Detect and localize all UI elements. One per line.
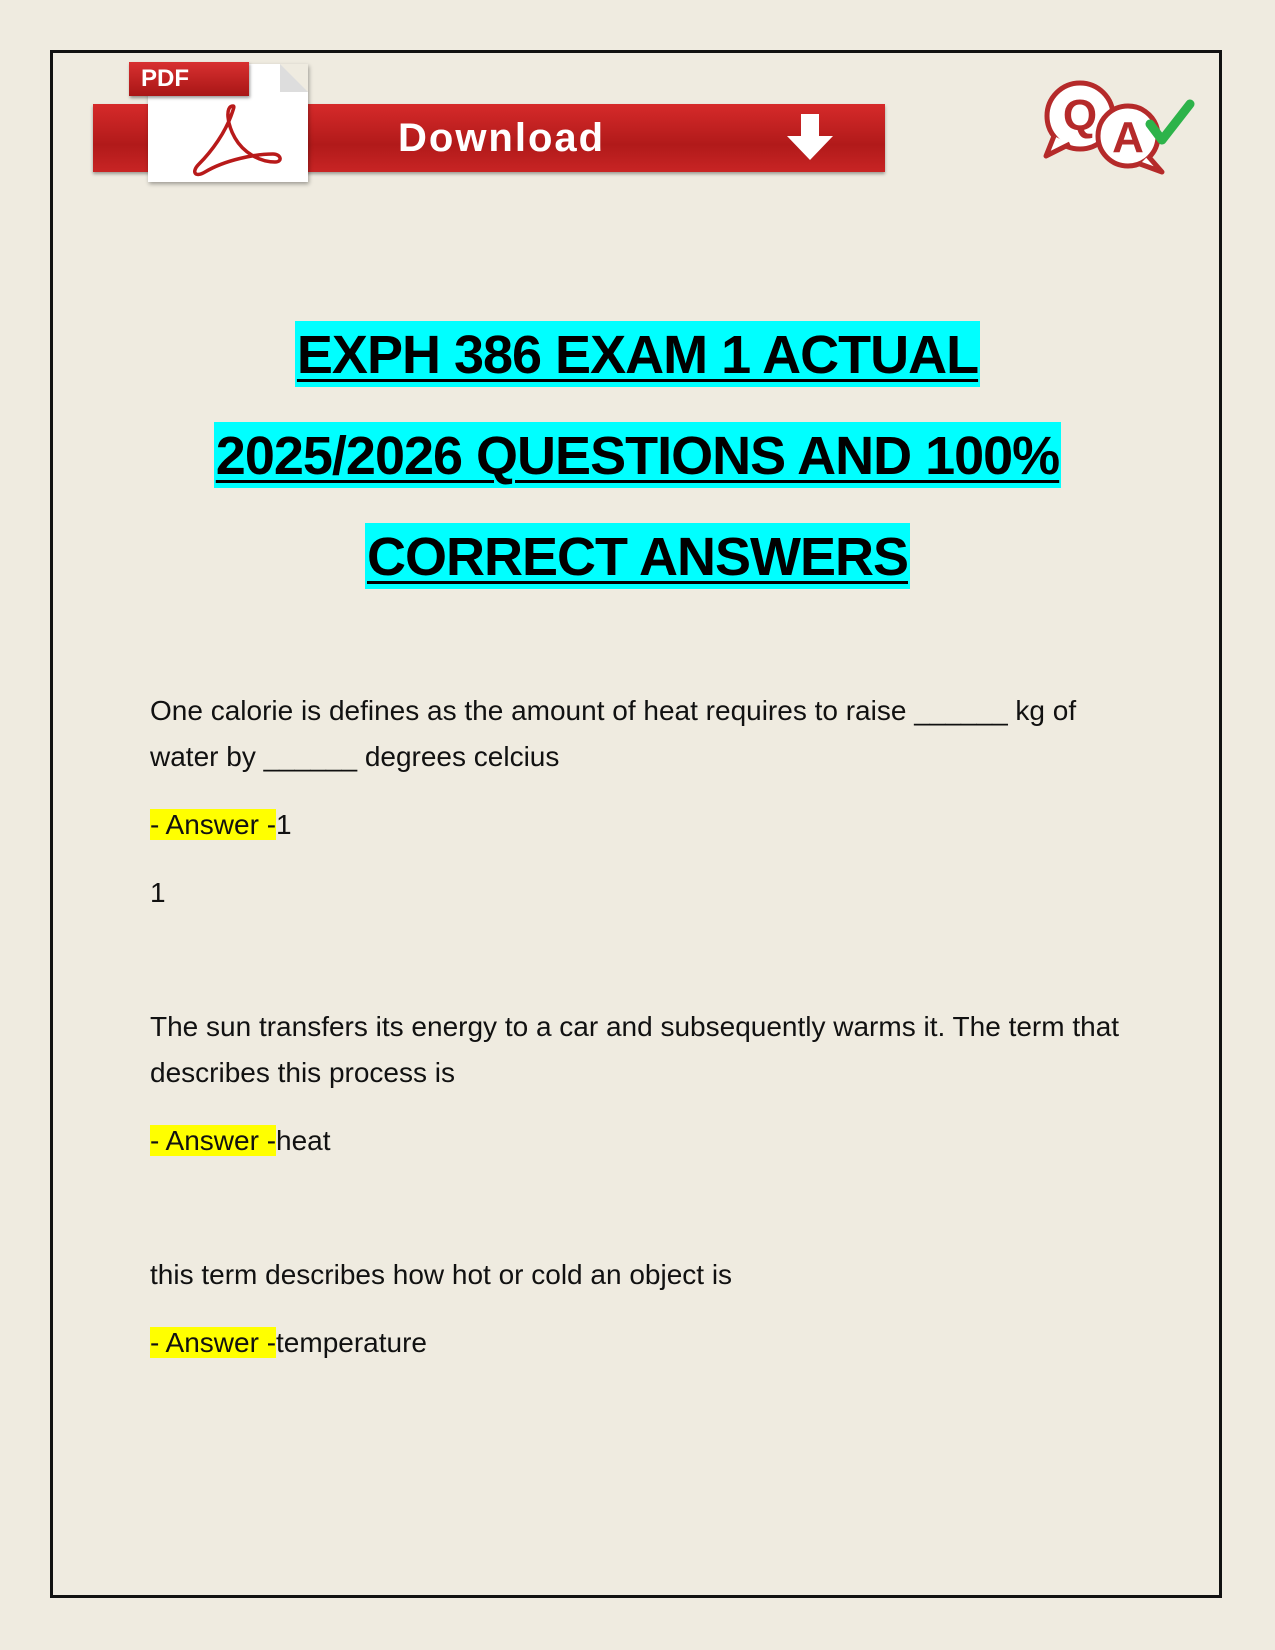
qa-logo-a: A <box>1112 113 1144 162</box>
question-text: this term describes how hot or cold an object is <box>150 1259 733 1290</box>
qa-content <box>150 688 1130 1366</box>
answer-line <box>150 1320 1130 1366</box>
answer-line <box>150 1118 1130 1164</box>
qa-logo-q: Q <box>1062 91 1098 140</box>
question-text: The sun transfers its energy to a car and subsequently warms it. The term that describes this process is <box>150 1011 1120 1088</box>
answer-text: heat <box>276 1125 331 1156</box>
pdf-download-banner[interactable] <box>93 60 885 185</box>
title-line-3: CORRECT ANSWERS <box>365 523 910 589</box>
qa-item <box>150 688 1130 916</box>
qa-item <box>150 1004 1130 1164</box>
answer-text: 1 <box>276 809 292 840</box>
qa-item <box>150 1252 1130 1366</box>
title-line-2: 2025/2026 QUESTIONS AND 100% <box>214 422 1061 488</box>
answer-line <box>150 802 1130 848</box>
document-title <box>90 305 1185 608</box>
answer-extra: 1 <box>150 877 166 908</box>
qa-bubbles-icon <box>1040 78 1210 178</box>
download-label[interactable]: Download <box>398 116 606 160</box>
answer-label: - Answer - <box>150 1125 277 1156</box>
pdf-tab-label: PDF <box>129 62 249 96</box>
question-text: One calorie is defines as the amount of heat requires to raise ______ kg of water by ______ degrees celcius <box>150 695 1077 772</box>
download-arrow-icon[interactable] <box>785 112 835 164</box>
title-line-1: EXPH 386 EXAM 1 ACTUAL <box>295 321 980 387</box>
acrobat-logo-icon <box>185 102 285 178</box>
qa-logo <box>1040 78 1210 178</box>
answer-text: temperature <box>276 1327 427 1358</box>
answer-label: - Answer - <box>150 1327 277 1358</box>
answer-label: - Answer - <box>150 809 277 840</box>
